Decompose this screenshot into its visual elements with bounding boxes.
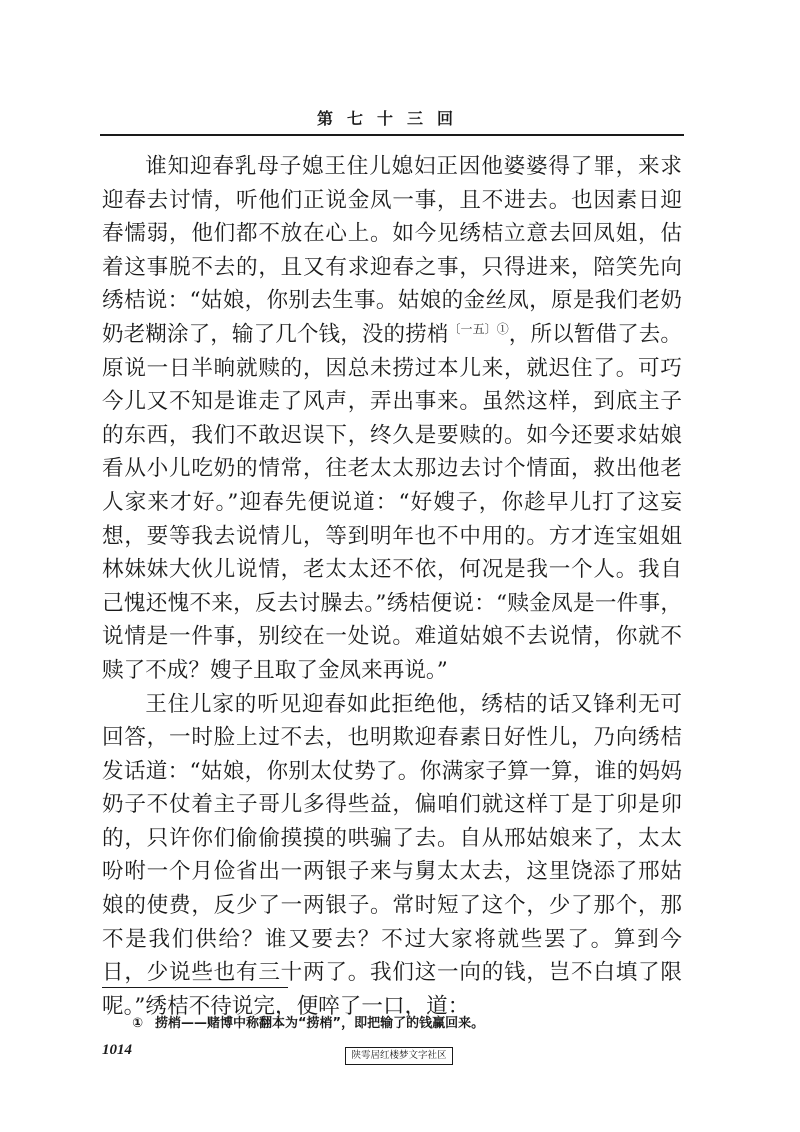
page-number: 1014 bbox=[102, 1042, 132, 1058]
watermark-stamp: 陕雩居红楼梦文字社区 bbox=[345, 1047, 453, 1065]
paragraph-1 bbox=[102, 150, 682, 688]
footnote-reference[interactable]: 〔一五〕① bbox=[448, 321, 509, 336]
paragraph-1-text-a: 谁知迎春乳母子媳王住儿媳妇正因他婆婆得了罪，来求迎春去讨情，听他们正说金凤一事，且不进去。也因素日迎春懦弱，他们都不放在心上。如今见绣桔立意去回凤姐，估着这事脱不去的，且又有求迎春之事，只得进来，陪笑先向绣桔说：“姑娘，你别去生事。姑娘的金丝凤，原是我们老奶奶老糊涂了，输了几个钱，没的捞梢 bbox=[102, 154, 682, 347]
footnote-text: 捞梢——赌博中称翻本为“捞梢”，即把输了的钱赢回来。 bbox=[155, 1016, 485, 1031]
paragraph-2: 王住儿家的听见迎春如此拒绝他，绣桔的话又锋利无可回答，一时脸上过不去，也明欺迎春素日好性儿，乃向绣桔发话道：“姑娘，你别太仗势了。你满家子算一算，谁的妈妈奶子不仗着主子哥儿多得些益，偏咱们就这样丁是丁卯是卯的，只许你们偷偷摸摸的哄骗了去。自从邢姑娘来了，太太吩咐一个月俭省出一两银子来与舅太太去，这里饶添了邢姑娘的使费，反少了一两银子。常时短了这个，少了那个，那不是我们供给？谁又要去？不过大家将就些罢了。算到今日，少说些也有三十两了。我们这一向的钱，岂不白填了限呢。”绣桔不待说完，便啐了一口，道： bbox=[102, 691, 682, 1019]
paragraph-1-text-b: ，所以暂借了去。原说一日半晌就赎的，因总未捞过本儿来，就迟住了。可巧今儿又不知是谁走了风声，弄出事来。虽然这样，到底主子的东西，我们不敢迟误下，终久是要赎的。如今还要求姑娘看从小儿吃奶的情常，往老太太那边去讨个情面，救出他老人家来才好。”迎春先便说道：“好嫂子，你趁早儿打了这妄想，要等我去说情儿，等到明年也不中用的。方才连宝姐姐林妹妹大伙儿说情，老太太还不依，何况是我一个人。我自己愧还愧不来，反去讨臊去。”绣桔便说：“赎金凤是一件事，说情是一件事，别绞在一处说。难道姑娘不去说情，你就不赎了不成？嫂子且取了金凤来再说。” bbox=[102, 321, 682, 683]
footnote bbox=[132, 1012, 692, 1031]
main-text bbox=[102, 150, 682, 1023]
header-rule bbox=[100, 134, 684, 136]
footnote-marker: ① bbox=[132, 1016, 144, 1031]
chapter-header: 第七十三回 bbox=[316, 109, 467, 128]
footnote-rule bbox=[102, 987, 288, 988]
